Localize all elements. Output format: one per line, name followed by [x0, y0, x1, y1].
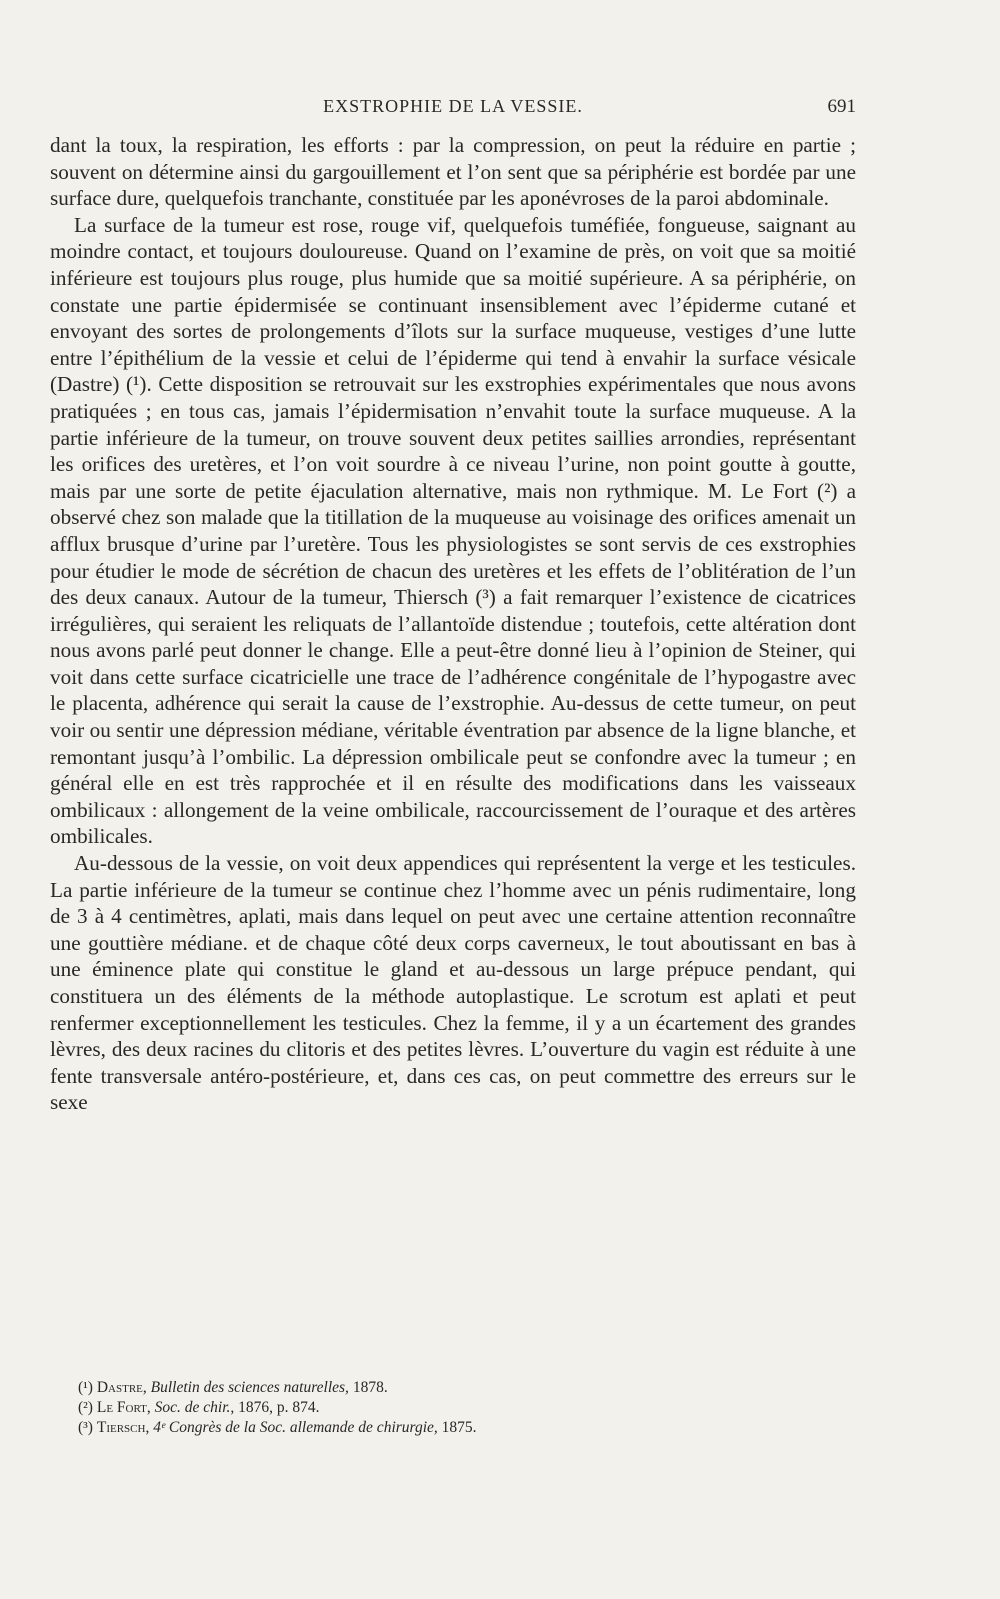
- footnote-rest: 1878.: [352, 1379, 388, 1396]
- paragraph: La surface de la tumeur est rose, rouge vif, quelquefois tuméfiée, fongueuse, saignant au moindre contact, et toujours douloureuse. Quand on l’examine de près, on voit que sa moitié inférieure est toujours plus rouge, plus humide que sa moitié supérieure. A sa périphérie, on constate une partie épidermisée se continuant insensiblement avec l’épiderme cutané et envoyant des sortes de prolongements d’îlots sur la surface muqueuse, vestiges d’une lutte entre l’épithélium de la vessie et celui de l’épiderme qui tend à envahir la surface vésicale (Dastre) (¹). Cette disposition se retrouvait sur les exstrophies expérimentales que nous avons pratiquées ; en tous cas, jamais l’épidermisation n’envahit toute la surface muqueuse. A la partie inférieure de la tumeur, on trouve souvent deux petites saillies arrondies, représentant les orifices des uretères, et l’on voit sourdre à ce niveau l’urine, non point goutte à goutte, mais par une sorte de petite éjaculation alternative, mais non rythmique. M. Le Fort (²) a observé chez son malade que la titillation de la muqueuse au voisinage des orifices amenait un afflux brusque d’urine par l’uretère. Tous les physiologistes se sont servis de ces exstrophies pour étudier le mode de sécrétion de chacun des uretères et les effets de l’oblitération de l’un des deux canaux. Autour de la tumeur, Thiersch (³) a fait remarquer l’existence de cicatrices irrégulières, qui seraient les reliquats de l’allantoïde distendue ; toutefois, cette altération dont nous avons parlé peut donner le change. Elle a peut-être donné lieu à l’opinion de Steiner, qui voit dans cette surface cicatricielle une trace de l’adhérence congénitale de l’hypogastre avec le placenta, adhérence qui serait la cause de l’exstrophie. Au-dessus de cette tumeur, on peut voir ou sentir une dépression médiane, véritable éventration par absence de la ligne blanche, et remontant jusqu’à l’ombilic. La dépression ombilicale peut se confondre avec la tumeur ; en général elle en est très rapprochée et il en résulte des modifications dans les vaisseaux ombilicaux : allongement de la veine ombilicale, raccourcissement de l’ouraque et des artères ombilicales.: [50, 212, 856, 849]
- footnote-mark: (¹): [78, 1379, 93, 1396]
- footnote-rest: 1876, p. 874.: [238, 1399, 320, 1416]
- running-title: EXSTROPHIE DE LA VESSIE.: [323, 96, 583, 116]
- footnote-mark: (²): [78, 1399, 93, 1416]
- running-head: [50, 96, 856, 126]
- footnote: [78, 1398, 838, 1418]
- footnote-author: Le Fort,: [96, 1399, 151, 1416]
- body-text: [50, 132, 856, 1116]
- footnote-mark: (³): [78, 1419, 93, 1436]
- footnote-work: Soc. de chir.,: [154, 1399, 235, 1416]
- footnote-author: Tiersch,: [96, 1419, 150, 1436]
- page-number: 691: [827, 96, 856, 117]
- footnote-work: 4ᵉ Congrès de la Soc. allemande de chirurgie,: [153, 1419, 438, 1436]
- footnote-author: Dastre,: [96, 1379, 147, 1396]
- footnote: [78, 1378, 838, 1398]
- paragraph: Au-dessous de la vessie, on voit deux appendices qui représentent la verge et les testicules. La partie inférieure de la tumeur se continue chez l’homme avec un pénis rudimentaire, long de 3 à 4 centimètres, aplati, mais dans lequel on peut avec une certaine attention reconnaître une gouttière médiane. et de chaque côté deux corps caverneux, le tout aboutissant en bas à une éminence plate qui constitue le gland et au-dessous un large prépuce pendant, qui constituera un des éléments de la méthode autoplastique. Le scrotum est aplati et peut renfermer exceptionnellement les testicules. Chez la femme, il y a un écartement des grandes lèvres, des deux racines du clitoris et des petites lèvres. L’ouverture du vagin est réduite à une fente transversale antéro-postérieure, et, dans ces cas, on peut commettre des erreurs sur le sexe: [50, 851, 856, 1115]
- footnote-rest: 1875.: [441, 1419, 477, 1436]
- footnote-work: Bulletin des sciences naturelles,: [150, 1379, 349, 1396]
- paragraph: dant la toux, la respiration, les efforts : par la compression, on peut la réduire en partie ; souvent on détermine ainsi du gargouillement et l’on sent que sa périphérie est bordée par une surface dure, quelquefois tranchante, constituée par les aponévroses de la paroi abdominale.: [50, 133, 856, 211]
- footnote: [78, 1418, 838, 1438]
- footnotes: [78, 1378, 838, 1438]
